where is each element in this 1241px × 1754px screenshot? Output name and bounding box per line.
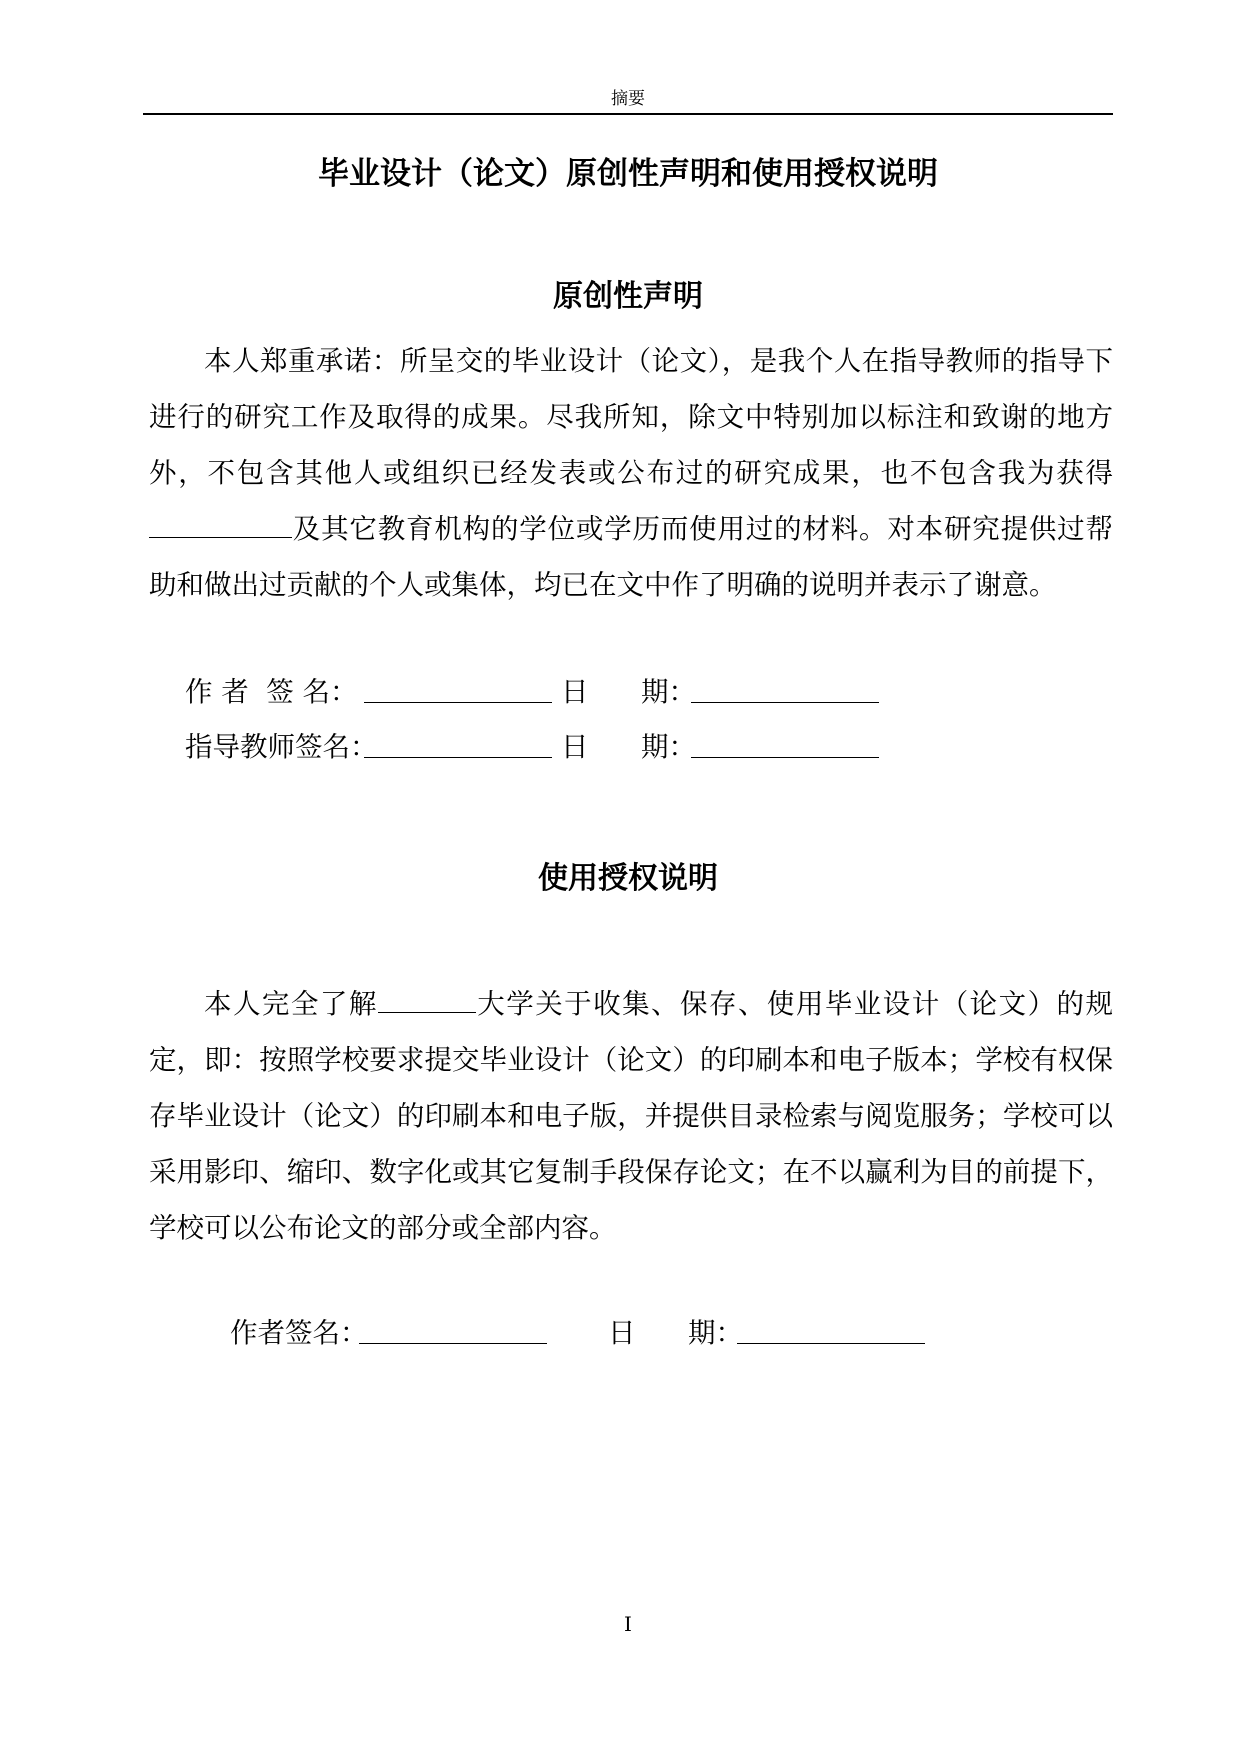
page-number: I (624, 1612, 632, 1636)
authorization-heading: 使用授权说明 (538, 861, 718, 896)
authorization-text-part1: 本人完全了解 (204, 988, 378, 1020)
authorization-text-part2: 大学关于收集、保存、使用毕业设计（论文）的规定，即：按照学校要求提交毕业设计（论文）的印刷本和电子版本；学校有权保存毕业设计（论文）的印刷本和电子版，并提供目录检索与阅览服务；学校可以采用影印、缩印、数字化或其它复制手段保存论文；在不以赢利为目的前提下，学校可以公布论文的部分或全部内容。 (149, 988, 1114, 1244)
originality-text-part2: 及其它教育机构的学位或学历而使用过的材料。对本研究提供过帮助和做出过贡献的个人或集体，均已在文中作了明确的说明并表示了谢意。 (149, 513, 1113, 601)
originality-statement (149, 333, 1113, 613)
author-signature-label: 作 者 签 名： (185, 676, 358, 708)
authorization-signature-label: 作者签名： (230, 1317, 368, 1349)
advisor-signature-field[interactable] (364, 757, 552, 758)
running-header: 摘要 (611, 89, 645, 109)
degree-blank[interactable] (149, 515, 292, 538)
author-date-label: 日 期： (561, 676, 696, 708)
authorization-statement (149, 976, 1113, 1256)
author-signature-field[interactable] (364, 702, 552, 703)
originality-heading: 原创性声明 (553, 279, 703, 314)
university-blank[interactable] (378, 990, 476, 1013)
author-date-field[interactable] (691, 702, 879, 703)
advisor-date-label: 日 期： (561, 731, 696, 763)
advisor-signature-label: 指导教师签名： (185, 731, 378, 763)
advisor-date-field[interactable] (691, 757, 879, 758)
authorization-date-label: 日 期： (608, 1317, 743, 1349)
header-rule (143, 113, 1113, 115)
authorization-date-field[interactable] (737, 1343, 925, 1344)
authorization-signature-field[interactable] (359, 1343, 547, 1344)
originality-text-part1: 本人郑重承诺：所呈交的毕业设计（论文），是我个人在指导教师的指导下进行的研究工作及取得的成果。尽我所知，除文中特别加以标注和致谢的地方外，不包含其他人或组织已经发表或公布过的研究成果，也不包含我为获得 (149, 345, 1113, 489)
document-title: 毕业设计（论文）原创性声明和使用授权说明 (318, 156, 938, 192)
